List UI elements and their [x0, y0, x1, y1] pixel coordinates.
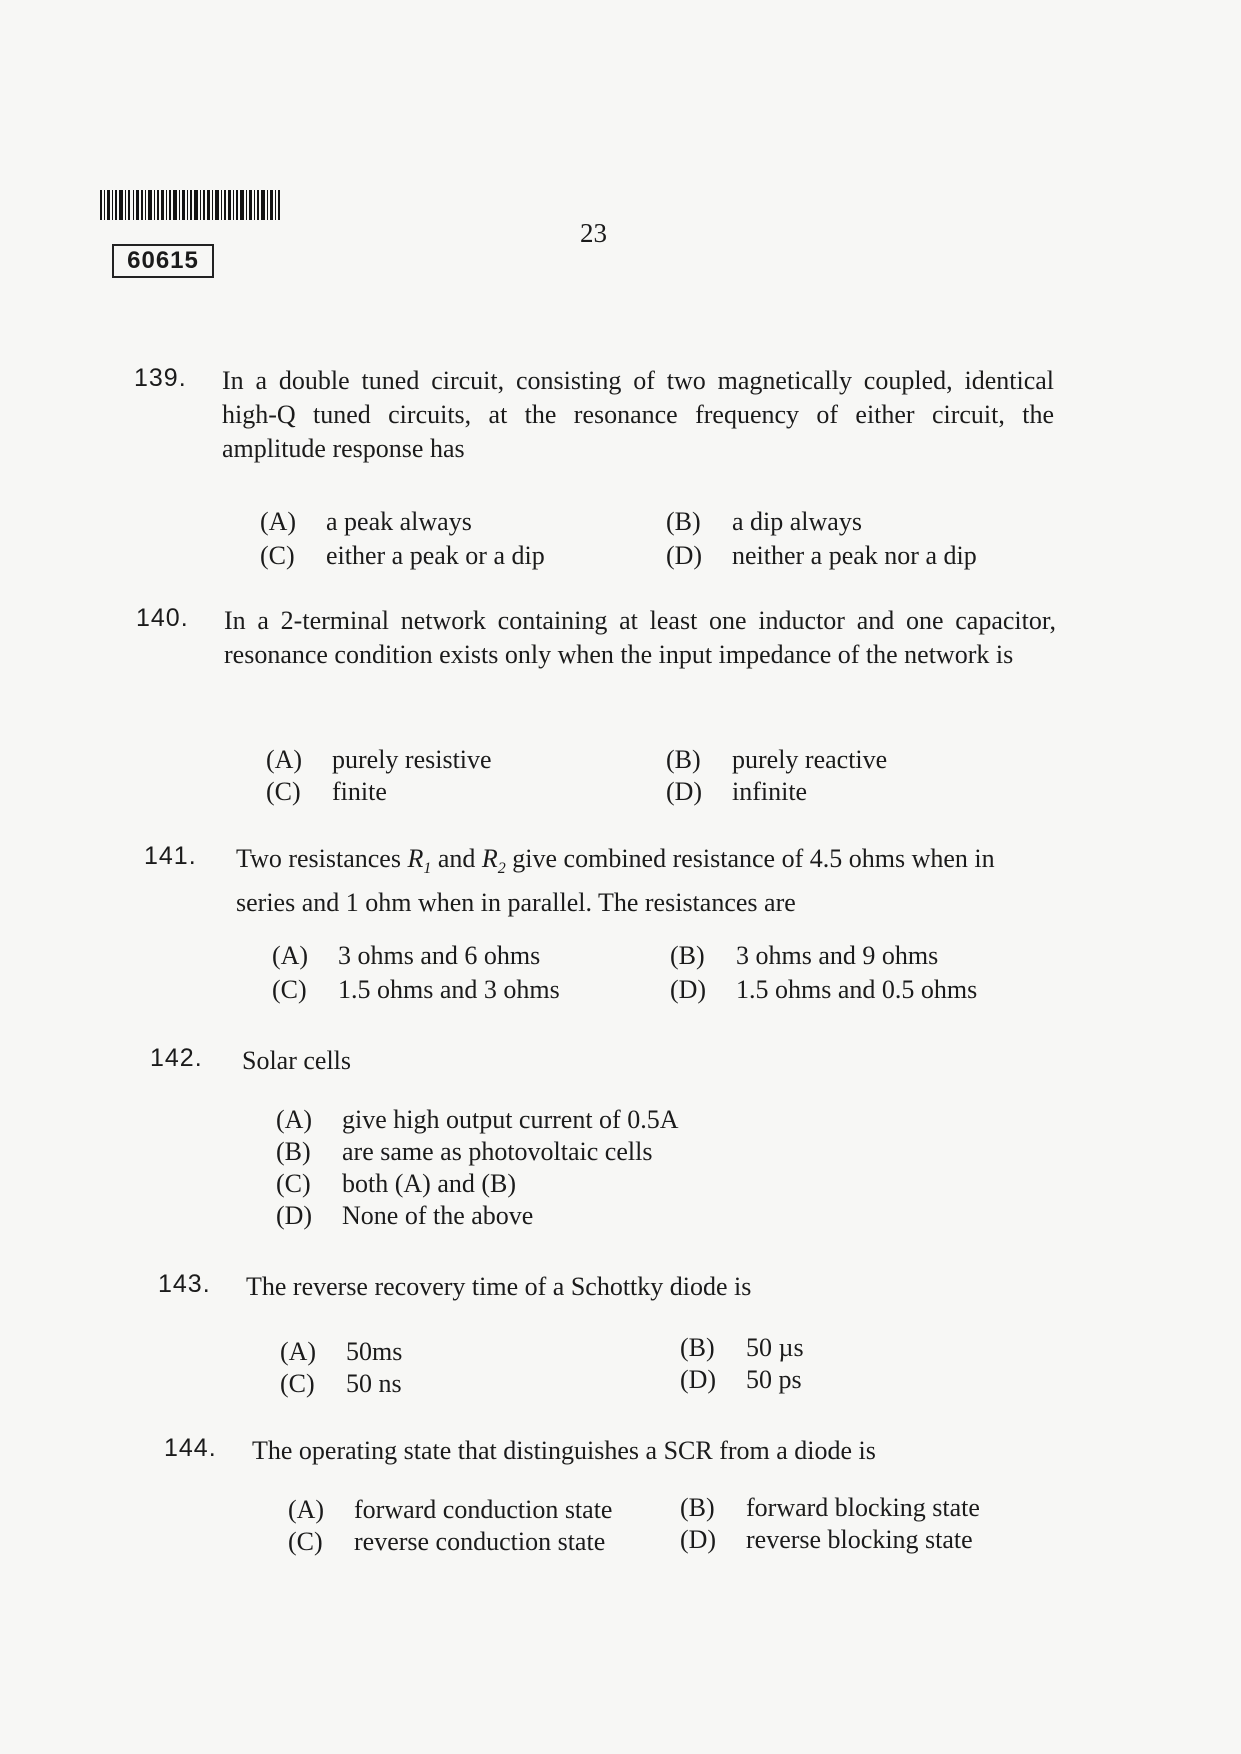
option-d — [680, 1524, 973, 1556]
option-text: None of the above — [342, 1201, 534, 1230]
option-label: (A) — [276, 1105, 313, 1134]
option-b — [276, 1136, 652, 1168]
option-c — [272, 974, 560, 1006]
option-text: give high output current of 0.5A — [342, 1105, 679, 1134]
page-number: 23 — [580, 218, 607, 248]
option-text: either a peak or a dip — [326, 541, 545, 570]
option-a — [280, 1336, 402, 1368]
option-b — [680, 1332, 804, 1364]
option-label: (A) — [272, 941, 309, 970]
question-number: 141. — [144, 842, 197, 870]
option-b — [680, 1492, 980, 1524]
option-c — [266, 776, 387, 808]
option-d — [680, 1364, 802, 1396]
option-label: (D) — [666, 777, 703, 806]
option-text: 3 ohms and 9 ohms — [736, 941, 939, 970]
option-text: 3 ohms and 6 ohms — [338, 941, 541, 970]
question-text: The reverse recovery time of a Schottky diode is — [246, 1272, 752, 1301]
option-label: (B) — [666, 745, 701, 774]
question-text: Solar cells — [242, 1046, 352, 1075]
option-d — [666, 540, 977, 572]
option-text: 50 µs — [746, 1333, 804, 1362]
option-text: forward conduction state — [354, 1495, 613, 1524]
text-segment: and — [431, 844, 482, 873]
option-c — [260, 540, 545, 572]
option-label: (C) — [260, 541, 295, 570]
option-label: (A) — [288, 1495, 325, 1524]
text-segment: Two resistances — [236, 844, 408, 873]
option-a — [266, 744, 492, 776]
option-label: (D) — [670, 975, 707, 1004]
option-label: (C) — [288, 1527, 323, 1556]
question-text: In a double tuned circuit, consisting of two magnetically coupled, identical high-Q tuned circuits, at the resonance frequency of either circuit, the amplitude response has — [222, 366, 1054, 463]
option-text: 1.5 ohms and 3 ohms — [338, 975, 560, 1004]
option-text: finite — [332, 777, 387, 806]
option-label: (D) — [276, 1201, 313, 1230]
option-a — [276, 1104, 679, 1136]
option-c — [280, 1368, 402, 1400]
paper-code-box: 60615 — [112, 244, 214, 278]
option-d — [276, 1200, 533, 1232]
option-text: forward blocking state — [746, 1493, 980, 1522]
option-text: 50ms — [346, 1337, 403, 1366]
option-a — [288, 1494, 612, 1526]
option-a — [272, 940, 540, 972]
question-number: 144. — [164, 1434, 217, 1462]
question-number: 142. — [150, 1044, 203, 1072]
option-text: purely reactive — [732, 745, 888, 774]
option-b — [666, 506, 862, 538]
option-text: reverse blocking state — [746, 1525, 973, 1554]
option-text: both (A) and (B) — [342, 1169, 517, 1198]
r1-symbol: R — [407, 844, 424, 873]
option-label: (C) — [276, 1169, 311, 1198]
option-text: 1.5 ohms and 0.5 ohms — [736, 975, 978, 1004]
r2-symbol: R — [481, 844, 498, 873]
option-label: (A) — [280, 1337, 317, 1366]
option-text: 50 ns — [346, 1369, 402, 1398]
option-label: (B) — [276, 1137, 311, 1166]
option-a — [260, 506, 472, 538]
option-text: infinite — [732, 777, 808, 806]
option-label: (B) — [666, 507, 701, 536]
option-c — [288, 1526, 605, 1558]
option-text: 50 ps — [746, 1365, 802, 1394]
option-label: (C) — [266, 777, 301, 806]
question-number: 140. — [136, 604, 189, 632]
option-d — [670, 974, 977, 1006]
option-label: (B) — [670, 941, 705, 970]
question-number: 139. — [134, 364, 187, 392]
question-number: 143. — [158, 1270, 211, 1298]
option-label: (B) — [680, 1333, 715, 1362]
option-b — [666, 744, 887, 776]
option-text: a dip always — [732, 507, 862, 536]
text-segment: give combined resistance of 4.5 ohms when in series and 1 ohm when in parallel. The resistances are — [236, 844, 995, 918]
option-label: (D) — [666, 541, 703, 570]
barcode — [100, 190, 280, 220]
option-text: reverse conduction state — [354, 1527, 606, 1556]
option-label: (C) — [272, 975, 307, 1004]
option-c — [276, 1168, 516, 1200]
option-label: (D) — [680, 1365, 717, 1394]
question-text: In a 2-terminal network containing at least one inductor and one capacitor, resonance condition exists only when the input impedance of the network is — [224, 606, 1056, 669]
r1-subscript: 1 — [423, 860, 432, 878]
option-text: a peak always — [326, 507, 472, 536]
option-text: are same as photovoltaic cells — [342, 1137, 653, 1166]
option-label: (A) — [266, 745, 303, 774]
option-d — [666, 776, 807, 808]
option-label: (D) — [680, 1525, 717, 1554]
option-label: (B) — [680, 1493, 715, 1522]
option-label: (A) — [260, 507, 297, 536]
r2-subscript: 2 — [497, 860, 506, 878]
option-label: (C) — [280, 1369, 315, 1398]
question-text — [236, 842, 1056, 920]
option-text: neither a peak nor a dip — [732, 541, 977, 570]
option-b — [670, 940, 938, 972]
option-text: purely resistive — [332, 745, 492, 774]
question-text: The operating state that distinguishes a SCR from a diode is — [252, 1436, 876, 1465]
